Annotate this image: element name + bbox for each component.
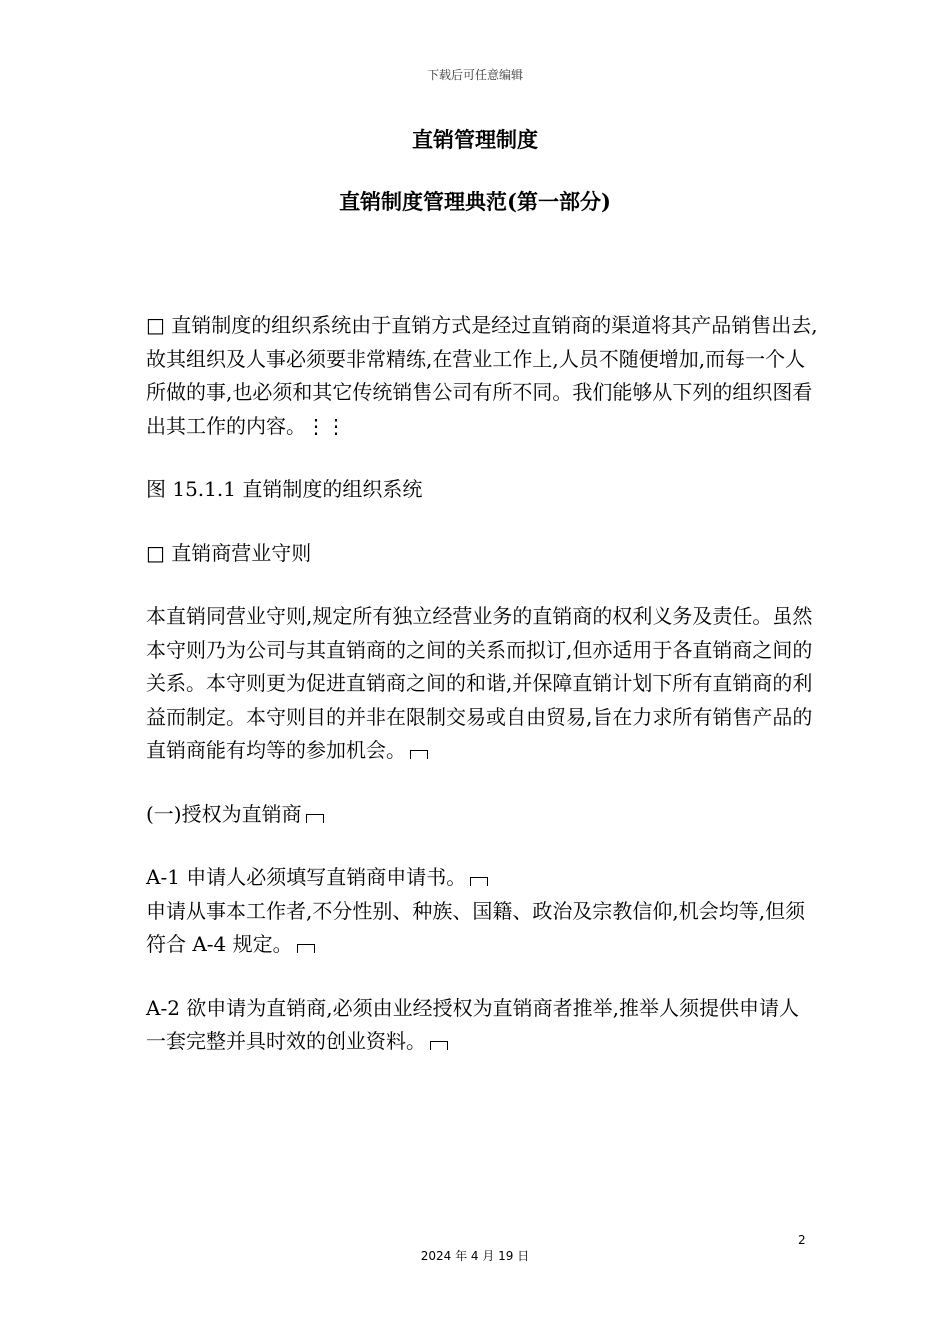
paragraph-mark-icon: [470, 877, 488, 886]
paragraph-mark-icon: [410, 750, 428, 759]
clause-a1-line: [146, 861, 818, 895]
page-number: 2: [798, 1233, 806, 1247]
paragraph-mark-icon: [297, 944, 315, 953]
paragraph-rules: [146, 600, 818, 768]
clause-a1-detail-text: 申请从事本工作者,不分性别、种族、国籍、政治及宗教信仰,机会均等,但须符合 A-4 规定。: [146, 898, 806, 956]
section-heading: □ 直销商营业守则: [146, 540, 312, 565]
clause-a2: [146, 992, 818, 1059]
document-title: 直销管理制度: [412, 127, 538, 152]
clause-a2-text: A-2 欲申请为直销商,必须由业经授权为直销商者推举,推举人须提供申请人一套完整并具时效的创业资料。: [146, 995, 799, 1053]
footer-date: 2024 年 4 月 19 日: [420, 1249, 530, 1263]
header-note: 下载后可任意编辑: [426, 68, 523, 82]
clause-a1-text: A-1 申请人必须填写直销商申请书。: [146, 865, 467, 889]
sub-heading-text: (一)授权为直销商: [146, 801, 302, 826]
figure-caption: 图 15.1.1 直销制度的组织系统: [146, 477, 423, 501]
paragraph-mark-icon: [306, 814, 324, 823]
paragraph-organization: □ 直销制度的组织系统由于直销方式是经过直销商的渠道将其产品销售出去,故其组织及人事必须要非常精练,在营业工作上,人员不随便增加,而每一个人所做的事,也必须和其它传统销售公司有所不同。我们能够从下列的组织图看出其工作的内容。⋮⋮: [146, 313, 818, 438]
document-body: [146, 309, 818, 1059]
clause-a1-detail: [146, 895, 818, 962]
paragraph-rules-text: 本直销同营业守则,规定所有独立经营业务的直销商的权利义务及责任。虽然本守则乃为公司与其直销商的之间的关系而拟订,但亦适用于各直销商之间的关系。本守则更为促进直销商之间的和谐,并保障直销计划下所有直销商的利益而制定。本守则目的并非在限制交易或自由贸易,旨在力求所有销售产品的直销商能有均等的参加机会。: [146, 604, 813, 762]
document-subtitle: 直销制度管理典范(第一部分): [339, 189, 611, 214]
clause-a1: [146, 861, 818, 962]
sub-heading: [146, 798, 818, 832]
paragraph-mark-icon: [430, 1041, 448, 1050]
